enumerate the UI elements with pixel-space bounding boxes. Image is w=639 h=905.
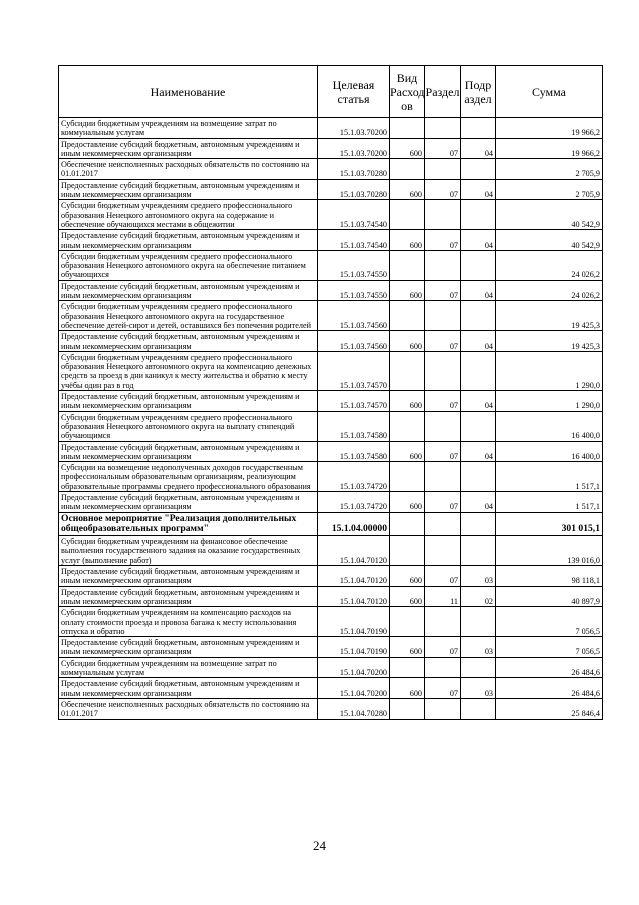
cell-name: Предоставление субсидий бюджетным, автономным учреждениям и иным некоммерческим организациям [59, 179, 318, 200]
cell-subsection [461, 351, 496, 390]
cell-type: 600 [390, 441, 425, 462]
cell-sum: 2 705,9 [496, 179, 603, 200]
cell-section: 07 [425, 491, 461, 512]
cell-subsection [461, 462, 496, 492]
cell-sum: 139 016,0 [496, 536, 603, 566]
cell-sum: 2 705,9 [496, 159, 603, 180]
cell-type [390, 698, 425, 719]
cell-section: 07 [425, 138, 461, 159]
table-row [59, 138, 603, 159]
cell-subsection [461, 250, 496, 280]
cell-type: 600 [390, 678, 425, 699]
cell-type [390, 351, 425, 390]
table-row [59, 637, 603, 658]
cell-name: Субсидии бюджетным учреждениям среднего профессионального образования Ненецкого автономного округа на выплату стипендий обучающимся [59, 411, 318, 441]
cell-section [425, 462, 461, 492]
cell-code: 15.1.03.74560 [318, 301, 390, 331]
cell-name: Основное мероприятие "Реализация дополнительных общеобразовательных программ" [59, 512, 318, 536]
cell-type [390, 301, 425, 331]
cell-name: Предоставление субсидий бюджетным, автономным учреждениям и иным некоммерческим организациям [59, 230, 318, 251]
cell-type [390, 159, 425, 180]
cell-name: Предоставление субсидий бюджетным, автономным учреждениям и иным некоммерческим организациям [59, 566, 318, 587]
cell-type [390, 536, 425, 566]
header-name: Наименование [59, 66, 318, 118]
cell-subsection: 04 [461, 280, 496, 301]
cell-sum: 1 290,0 [496, 351, 603, 390]
cell-subsection: 03 [461, 637, 496, 658]
cell-subsection: 03 [461, 678, 496, 699]
cell-section [425, 200, 461, 230]
cell-name: Субсидии на возмещение недополученных доходов государственным профессиональным образовательным организациям, реализующим образовательные программы среднего профессионального образования [59, 462, 318, 492]
cell-name: Предоставление субсидий бюджетным, автономным учреждениям и иным некоммерческим организациям [59, 586, 318, 607]
cell-type [390, 118, 425, 139]
table-row [59, 607, 603, 637]
cell-name: Субсидии бюджетным учреждениям на возмещение затрат по коммунальным услугам [59, 657, 318, 678]
cell-type: 600 [390, 586, 425, 607]
table-row [59, 411, 603, 441]
cell-section: 07 [425, 331, 461, 352]
header-type: Вид Расход ов [390, 66, 425, 118]
cell-name: Предоставление субсидий бюджетным, автономным учреждениям и иным некоммерческим организациям [59, 637, 318, 658]
table-row [59, 250, 603, 280]
cell-subsection [461, 536, 496, 566]
table-row [59, 118, 603, 139]
cell-subsection [461, 159, 496, 180]
cell-type [390, 607, 425, 637]
cell-sum: 19 966,2 [496, 138, 603, 159]
cell-section [425, 657, 461, 678]
cell-code: 15.1.04.70280 [318, 698, 390, 719]
cell-name: Субсидии бюджетным учреждениям среднего профессионального образования Ненецкого автономного округа на обеспечение питанием обучающихся [59, 250, 318, 280]
cell-section: 11 [425, 586, 461, 607]
cell-section: 07 [425, 678, 461, 699]
table-row [59, 179, 603, 200]
cell-sum: 98 118,1 [496, 566, 603, 587]
cell-code: 15.1.04.70200 [318, 657, 390, 678]
cell-code: 15.1.03.74580 [318, 411, 390, 441]
table-row [59, 462, 603, 492]
cell-subsection [461, 411, 496, 441]
cell-code: 15.1.03.74550 [318, 280, 390, 301]
table-row [59, 441, 603, 462]
cell-type: 600 [390, 331, 425, 352]
cell-subsection [461, 118, 496, 139]
cell-section [425, 301, 461, 331]
cell-sum: 19 425,3 [496, 301, 603, 331]
cell-section [425, 411, 461, 441]
cell-section [425, 118, 461, 139]
cell-sum: 7 056,5 [496, 637, 603, 658]
cell-type [390, 250, 425, 280]
cell-subsection: 04 [461, 391, 496, 412]
cell-sum: 40 542,9 [496, 200, 603, 230]
cell-section: 07 [425, 230, 461, 251]
header-section: Раздел [425, 66, 461, 118]
cell-subsection [461, 512, 496, 536]
cell-section [425, 512, 461, 536]
cell-code: 15.1.04.70190 [318, 607, 390, 637]
table-row [59, 200, 603, 230]
cell-sum: 26 484,6 [496, 678, 603, 699]
table-row [59, 331, 603, 352]
cell-code: 15.1.04.70120 [318, 536, 390, 566]
cell-name: Предоставление субсидий бюджетным, автономным учреждениям и иным некоммерческим организациям [59, 391, 318, 412]
cell-section: 07 [425, 179, 461, 200]
cell-code: 15.1.03.74580 [318, 441, 390, 462]
cell-subsection: 04 [461, 331, 496, 352]
table-row [59, 566, 603, 587]
table-row [59, 586, 603, 607]
cell-sum: 25 846,4 [496, 698, 603, 719]
cell-code: 15.1.03.74540 [318, 230, 390, 251]
table-row [59, 536, 603, 566]
cell-section [425, 536, 461, 566]
cell-sum: 19 425,3 [496, 331, 603, 352]
page-number: 24 [313, 838, 326, 853]
cell-code: 15.1.03.74570 [318, 391, 390, 412]
cell-sum: 24 026,2 [496, 280, 603, 301]
cell-name: Предоставление субсидий бюджетным, автономным учреждениям и иным некоммерческим организациям [59, 678, 318, 699]
header-row [59, 66, 603, 118]
cell-code: 15.1.03.74540 [318, 200, 390, 230]
cell-subsection: 04 [461, 491, 496, 512]
table-row [59, 491, 603, 512]
cell-name: Субсидии бюджетным учреждениям среднего профессионального образования Ненецкого автономного округа на компенсацию денежных средств за проезд в дни каникул к месту жительства и обратно к месту учёбы один раз в год [59, 351, 318, 390]
cell-name: Обеспечение неисполненных расходных обязательств по состоянию на 01.01.2017 [59, 159, 318, 180]
cell-type: 600 [390, 391, 425, 412]
cell-name: Предоставление субсидий бюджетным, автономным учреждениям и иным некоммерческим организациям [59, 491, 318, 512]
cell-code: 15.1.03.74560 [318, 331, 390, 352]
cell-code: 15.1.03.74720 [318, 462, 390, 492]
cell-type: 600 [390, 179, 425, 200]
cell-code: 15.1.03.74550 [318, 250, 390, 280]
table-row [59, 230, 603, 251]
table-row [59, 280, 603, 301]
cell-type [390, 200, 425, 230]
cell-section: 07 [425, 280, 461, 301]
header-article: Целевая статья [318, 66, 390, 118]
cell-type [390, 657, 425, 678]
table-row [59, 678, 603, 699]
cell-name: Предоставление субсидий бюджетным, автономным учреждениям и иным некоммерческим организациям [59, 138, 318, 159]
cell-sum: 1 290,0 [496, 391, 603, 412]
cell-code: 15.1.04.70120 [318, 566, 390, 587]
table-body [59, 118, 603, 720]
cell-code: 15.1.04.70200 [318, 678, 390, 699]
header-subsection: Подр аздел [461, 66, 496, 118]
cell-subsection: 04 [461, 230, 496, 251]
cell-sum: 40 542,9 [496, 230, 603, 251]
cell-code: 15.1.04.70120 [318, 586, 390, 607]
cell-code: 15.1.03.70200 [318, 118, 390, 139]
cell-subsection [461, 698, 496, 719]
cell-subsection [461, 301, 496, 331]
header-sum: Сумма [496, 66, 603, 118]
table-row [59, 657, 603, 678]
cell-sum: 301 015,1 [496, 512, 603, 536]
cell-type [390, 411, 425, 441]
cell-sum: 1 517,1 [496, 462, 603, 492]
cell-code: 15.1.03.74720 [318, 491, 390, 512]
table-row [59, 159, 603, 180]
table-row [59, 391, 603, 412]
cell-code: 15.1.03.70200 [318, 138, 390, 159]
table-row [59, 698, 603, 719]
cell-code: 15.1.03.70280 [318, 159, 390, 180]
cell-type: 600 [390, 566, 425, 587]
cell-subsection [461, 657, 496, 678]
cell-name: Субсидии бюджетным учреждениям на финансовое обеспечение выполнения государственного задания на оказание государственных услуг (выполнение работ) [59, 536, 318, 566]
cell-sum: 26 484,6 [496, 657, 603, 678]
cell-sum: 7 056,5 [496, 607, 603, 637]
cell-sum: 16 400,0 [496, 411, 603, 441]
cell-section: 07 [425, 566, 461, 587]
cell-sum: 24 026,2 [496, 250, 603, 280]
cell-section: 07 [425, 637, 461, 658]
cell-name: Субсидии бюджетным учреждениям среднего профессионального образования Ненецкого автономного округа на государственное обеспечение детей-сирот и детей, оставшихся без попечения родителей [59, 301, 318, 331]
cell-type: 600 [390, 280, 425, 301]
cell-name: Субсидии бюджетным учреждениям среднего профессионального образования Ненецкого автономного округа на содержание и обеспечение обучающихся местами в общежитии [59, 200, 318, 230]
cell-section [425, 159, 461, 180]
table-row [59, 351, 603, 390]
cell-code: 15.1.04.00000 [318, 512, 390, 536]
cell-section [425, 698, 461, 719]
cell-code: 15.1.03.70280 [318, 179, 390, 200]
budget-table [58, 65, 603, 720]
cell-sum: 1 517,1 [496, 491, 603, 512]
cell-sum: 19 966,2 [496, 118, 603, 139]
cell-subsection [461, 607, 496, 637]
cell-section [425, 351, 461, 390]
table-row [59, 301, 603, 331]
cell-name: Обеспечение неисполненных расходных обязательств по состоянию на 01.01.2017 [59, 698, 318, 719]
cell-subsection: 04 [461, 138, 496, 159]
cell-type [390, 512, 425, 536]
cell-name: Субсидии бюджетным учреждениям на компенсацию расходов на оплату стоимости проезда и провоза багажа к месту использования отпуска и обратно [59, 607, 318, 637]
cell-section [425, 607, 461, 637]
cell-name: Предоставление субсидий бюджетным, автономным учреждениям и иным некоммерческим организациям [59, 331, 318, 352]
cell-section [425, 250, 461, 280]
cell-section: 07 [425, 441, 461, 462]
table-row [59, 512, 603, 536]
cell-subsection: 04 [461, 179, 496, 200]
cell-subsection [461, 200, 496, 230]
cell-sum: 40 897,9 [496, 586, 603, 607]
cell-name: Субсидии бюджетным учреждениям на возмещение затрат по коммунальным услугам [59, 118, 318, 139]
cell-sum: 16 400,0 [496, 441, 603, 462]
cell-subsection: 04 [461, 441, 496, 462]
cell-type: 600 [390, 491, 425, 512]
cell-section: 07 [425, 391, 461, 412]
cell-type: 600 [390, 230, 425, 251]
cell-type: 600 [390, 637, 425, 658]
cell-subsection: 02 [461, 586, 496, 607]
cell-type [390, 462, 425, 492]
cell-name: Предоставление субсидий бюджетным, автономным учреждениям и иным некоммерческим организациям [59, 280, 318, 301]
cell-subsection: 03 [461, 566, 496, 587]
cell-code: 15.1.03.74570 [318, 351, 390, 390]
cell-code: 15.1.04.70190 [318, 637, 390, 658]
cell-type: 600 [390, 138, 425, 159]
cell-name: Предоставление субсидий бюджетным, автономным учреждениям и иным некоммерческим организациям [59, 441, 318, 462]
